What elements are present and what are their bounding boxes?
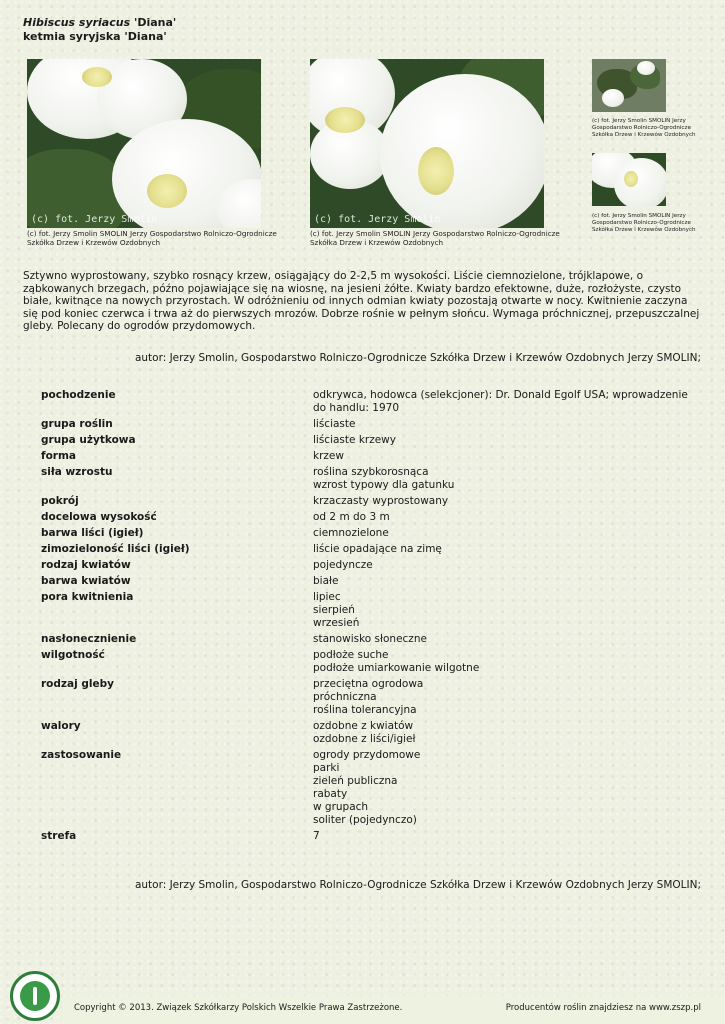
latin-cultivar: 'Diana' bbox=[133, 16, 177, 29]
property-values bbox=[313, 434, 701, 447]
property-label: pokrój bbox=[41, 495, 79, 507]
property-row bbox=[41, 434, 701, 447]
property-value: krzaczasty wyprostowany bbox=[313, 495, 449, 507]
property-row bbox=[41, 389, 701, 415]
property-value: stanowisko słoneczne bbox=[313, 633, 427, 645]
property-value: 7 bbox=[313, 830, 320, 842]
property-row bbox=[41, 466, 701, 492]
hibiscus-thumbnail-2[interactable] bbox=[592, 153, 666, 206]
property-row bbox=[41, 511, 701, 524]
property-value: parki bbox=[313, 762, 340, 774]
property-values bbox=[313, 575, 701, 588]
property-label: pochodzenie bbox=[41, 389, 116, 401]
property-values bbox=[313, 633, 701, 646]
property-values bbox=[313, 543, 701, 556]
property-label: nasłonecznienie bbox=[41, 633, 137, 645]
property-value: lipiec bbox=[313, 591, 341, 603]
property-value: białe bbox=[313, 575, 339, 587]
property-value: próchniczna bbox=[313, 691, 377, 703]
copyright-text: Copyright © 2013. Związek Szkółkarzy Polskich Wszelkie Prawa Zastrzeżone. bbox=[74, 1003, 403, 1013]
property-value: pojedyncze bbox=[313, 559, 373, 571]
property-value: liściaste krzewy bbox=[313, 434, 396, 446]
property-label: rodzaj kwiatów bbox=[41, 559, 131, 571]
property-value: soliter (pojedynczo) bbox=[313, 814, 417, 826]
property-value: wrzesień bbox=[313, 617, 360, 629]
property-values bbox=[313, 559, 701, 572]
property-label: wilgotność bbox=[41, 649, 105, 661]
producers-link[interactable]: Producentów roślin znajdziesz na www.zszp.pl bbox=[505, 1003, 701, 1013]
property-row bbox=[41, 527, 701, 540]
property-value: ozdobne z liści/igieł bbox=[313, 733, 416, 745]
property-values bbox=[313, 511, 701, 524]
property-row bbox=[41, 559, 701, 572]
latin-species: Hibiscus syriacus bbox=[23, 16, 131, 29]
property-row bbox=[41, 678, 701, 717]
property-row bbox=[41, 495, 701, 508]
property-row bbox=[41, 633, 701, 646]
property-value: ciemnozielone bbox=[313, 527, 389, 539]
property-value: podłoże umiarkowanie wilgotne bbox=[313, 662, 480, 674]
property-label: grupa roślin bbox=[41, 418, 113, 430]
hibiscus-photo-2[interactable] bbox=[310, 59, 544, 228]
property-row bbox=[41, 649, 701, 675]
plant-polish-name: ketmia syryjska 'Diana' bbox=[23, 30, 167, 43]
property-label: barwa kwiatów bbox=[41, 575, 131, 587]
plant-description: Sztywno wyprostowany, szybko rosnący krzew, osiągający do 2-2,5 m wysokości. Liście ciemnozielone, trójklapowe, o ząbkowanych brzegach, późno pojawiające się na wiosnę, na jesieni żółte. Kwiaty bardzo efektowne, duże, rozłożyste, czysto białe, kwitnące na nowych przyrostach. W odróżnieniu od innych odmian kwiaty pozostają otwarte w nocy. Kwitnienie zaczyna się pod koniec czerwca i trwa aż do pierwszych mrozów. Dobrze rośnie w pełnym słońcu. Wymaga próchnicznej, przepuszczalnej gleby. Polecany do ogrodów przydomowych. bbox=[23, 270, 700, 333]
property-value: przeciętna ogrodowa bbox=[313, 678, 424, 690]
property-values bbox=[313, 591, 701, 630]
thumbnail-caption-1: (c) fot. Jerzy Smolin SMOLIN Jerzy Gospodarstwo Rolniczo-Ogrodnicze Szkółka Drzew i Krzewów Ozdobnych bbox=[592, 118, 696, 138]
property-value: ozdobne z kwiatów bbox=[313, 720, 414, 732]
property-label: docelowa wysokość bbox=[41, 511, 157, 523]
property-value: rabaty bbox=[313, 788, 348, 800]
photo-watermark: (c) fot. Jerzy Smolin bbox=[31, 214, 158, 225]
photo-watermark: (c) fot. Jerzy Smolin bbox=[314, 214, 441, 225]
property-label: zastosowanie bbox=[41, 749, 122, 761]
property-value: liściaste bbox=[313, 418, 356, 430]
zszp-logo-icon[interactable] bbox=[10, 971, 60, 1021]
property-values bbox=[313, 389, 701, 415]
property-row bbox=[41, 720, 701, 746]
property-row bbox=[41, 575, 701, 588]
property-value: w grupach bbox=[313, 801, 369, 813]
property-values bbox=[313, 466, 701, 492]
plant-latin-name bbox=[23, 16, 176, 29]
property-row bbox=[41, 543, 701, 556]
property-values bbox=[313, 749, 701, 827]
property-label: pora kwitnienia bbox=[41, 591, 134, 603]
property-row bbox=[41, 830, 701, 843]
property-value: ogrody przydomowe bbox=[313, 749, 421, 761]
photo-caption-1: (c) fot. Jerzy Smolin SMOLIN Jerzy Gospodarstwo Rolniczo-Ogrodnicze Szkółka Drzew i Krzewów Ozdobnych bbox=[27, 229, 277, 247]
property-label: zimozieloność liści (igieł) bbox=[41, 543, 190, 555]
author-credit-top: autor: Jerzy Smolin, Gospodarstwo Rolniczo-Ogrodnicze Szkółka Drzew i Krzewów Ozdobnych Jerzy SMOLIN; bbox=[134, 352, 701, 364]
property-label: grupa użytkowa bbox=[41, 434, 136, 446]
property-value: zieleń publiczna bbox=[313, 775, 398, 787]
property-label: strefa bbox=[41, 830, 77, 842]
author-credit-bottom: autor: Jerzy Smolin, Gospodarstwo Rolniczo-Ogrodnicze Szkółka Drzew i Krzewów Ozdobnych Jerzy SMOLIN; bbox=[134, 879, 701, 891]
properties-table bbox=[41, 389, 701, 846]
property-value: sierpień bbox=[313, 604, 355, 616]
property-value: roślina szybkorosnąca bbox=[313, 466, 429, 478]
property-values bbox=[313, 450, 701, 463]
property-value: od 2 m do 3 m bbox=[313, 511, 390, 523]
property-values bbox=[313, 830, 701, 843]
photo-caption-2: (c) fot. Jerzy Smolin SMOLIN Jerzy Gospodarstwo Rolniczo-Ogrodnicze Szkółka Drzew i Krzewów Ozdobnych bbox=[310, 229, 560, 247]
property-label: rodzaj gleby bbox=[41, 678, 114, 690]
property-value: odkrywca, hodowca (selekcjoner): Dr. Donald Egolf USA; wprowadzenie do handlu: 1970 bbox=[313, 389, 688, 414]
property-values bbox=[313, 495, 701, 508]
property-label: siła wzrostu bbox=[41, 466, 113, 478]
property-values bbox=[313, 418, 701, 431]
property-row bbox=[41, 450, 701, 463]
property-label: barwa liści (igieł) bbox=[41, 527, 144, 539]
property-label: walory bbox=[41, 720, 81, 732]
property-value: liście opadające na zimę bbox=[313, 543, 442, 555]
property-row bbox=[41, 749, 701, 827]
property-row bbox=[41, 591, 701, 630]
property-value: podłoże suche bbox=[313, 649, 389, 661]
property-row bbox=[41, 418, 701, 431]
property-values bbox=[313, 527, 701, 540]
thumbnail-caption-2: (c) fot. Jerzy Smolin SMOLIN Jerzy Gospodarstwo Rolniczo-Ogrodnicze Szkółka Drzew i Krzewów Ozdobnych bbox=[592, 213, 696, 233]
property-label: forma bbox=[41, 450, 76, 462]
hibiscus-thumbnail-1[interactable] bbox=[592, 59, 666, 112]
property-values bbox=[313, 678, 701, 717]
hibiscus-photo-1[interactable] bbox=[27, 59, 261, 228]
property-values bbox=[313, 649, 701, 675]
property-value: roślina tolerancyjna bbox=[313, 704, 417, 716]
property-values bbox=[313, 720, 701, 746]
property-value: krzew bbox=[313, 450, 344, 462]
property-value: wzrost typowy dla gatunku bbox=[313, 479, 455, 491]
